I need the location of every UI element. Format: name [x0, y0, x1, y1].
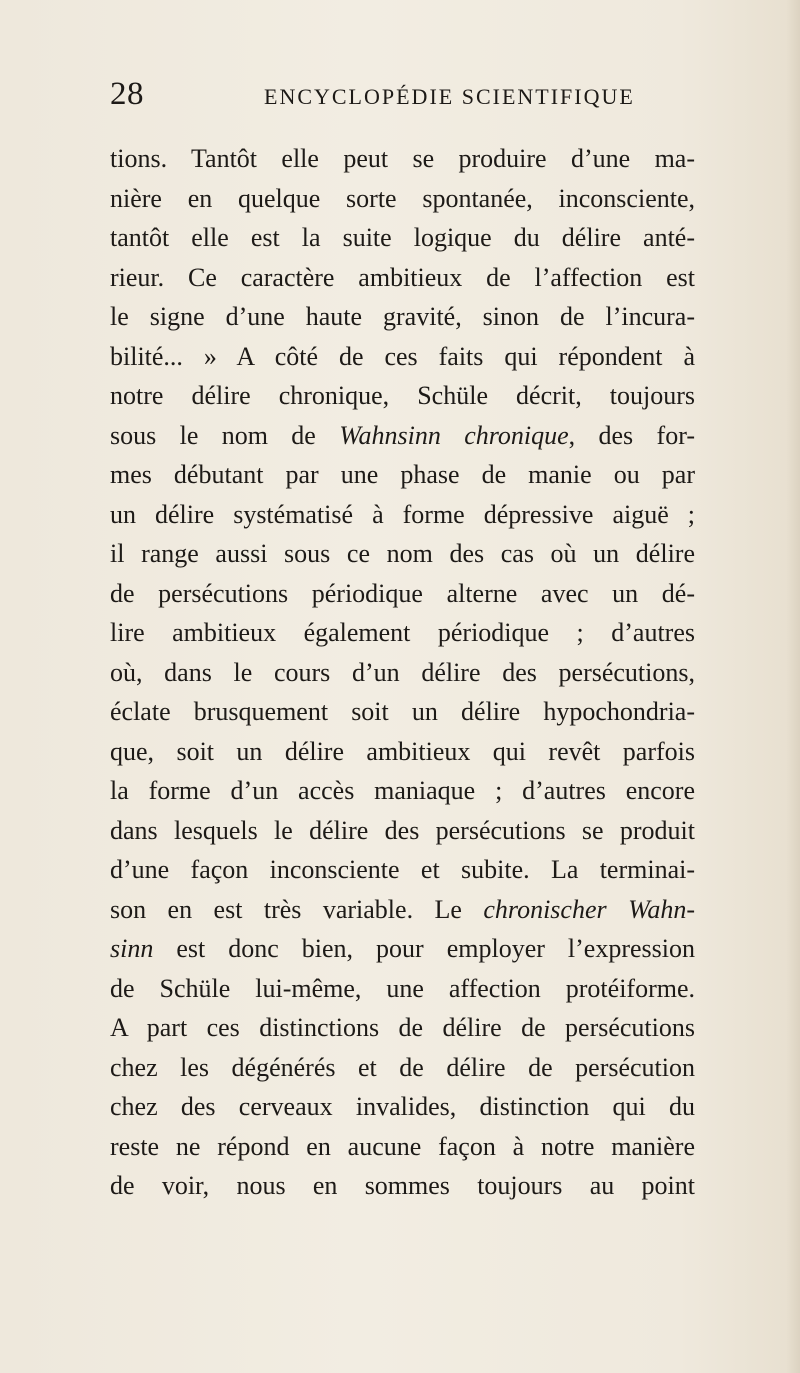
text-line: notre délire chronique, Schüle décrit, toujours — [110, 381, 695, 410]
text-line: un délire systématisé à forme dépressive aiguë ; — [110, 499, 695, 529]
text-line: mes débutant par une phase de manie ou par — [110, 460, 695, 489]
text-line: d’une façon inconsciente et subite. La terminai- — [110, 855, 695, 884]
text-line: sous le nom de Wahnsinn chronique, des for- — [110, 420, 695, 450]
text-line: lire ambitieux également périodique ; d’autres — [110, 618, 695, 647]
text-line: le signe d’une haute gravité, sinon de l’incura- — [110, 302, 695, 331]
page-header — [110, 74, 690, 124]
running-head: ENCYCLOPÉDIE SCIENTIFIQUE — [264, 84, 635, 109]
text-line: rieur. Ce caractère ambitieux de l’affection est — [110, 262, 695, 292]
text-line: de persécutions périodique alterne avec un dé- — [110, 578, 695, 608]
text-line: éclate brusquement soit un délire hypochondria- — [110, 697, 695, 726]
text-line: que, soit un délire ambitieux qui revêt parfois — [110, 736, 695, 766]
text-line: nière en quelque sorte spontanée, inconsciente, — [110, 183, 695, 213]
text-line: son en est très variable. Le chronischer Wahn- — [110, 894, 695, 924]
italic-term: Wahnsinn chronique — [339, 420, 569, 450]
body-text — [110, 139, 695, 1206]
text-line: reste ne répond en aucune façon à notre manière — [110, 1131, 695, 1161]
text-line: tions. Tantôt elle peut se produire d’une ma- — [110, 144, 695, 173]
page-edge-shadow — [786, 0, 800, 1373]
text-line: la forme d’un accès maniaque ; d’autres encore — [110, 776, 695, 805]
text-line: chez les dégénérés et de délire de persécution — [110, 1052, 695, 1082]
text-line: tantôt elle est la suite logique du délire anté- — [110, 223, 695, 252]
text-line: dans lesquels le délire des persécutions se produit — [110, 815, 695, 845]
italic-term: chronischer Wahn- — [483, 894, 695, 924]
text-line: où, dans le cours d’un délire des persécutions, — [110, 657, 695, 687]
italic-term: sinn — [110, 934, 154, 963]
page-number: 28 — [110, 76, 144, 112]
text-line: sinn est donc bien, pour employer l’expression — [110, 934, 695, 963]
text-line: de Schüle lui-même, une affection protéiforme. — [110, 973, 695, 1003]
text-line: il range aussi sous ce nom des cas où un délire — [110, 539, 695, 568]
text-line: de voir, nous en sommes toujours au point — [110, 1171, 695, 1200]
text-line: bilité... » A côté de ces faits qui répondent à — [110, 341, 695, 371]
text-line: chez des cerveaux invalides, distinction qui du — [110, 1092, 695, 1121]
text-line: A part ces distinctions de délire de persécutions — [110, 1013, 695, 1042]
